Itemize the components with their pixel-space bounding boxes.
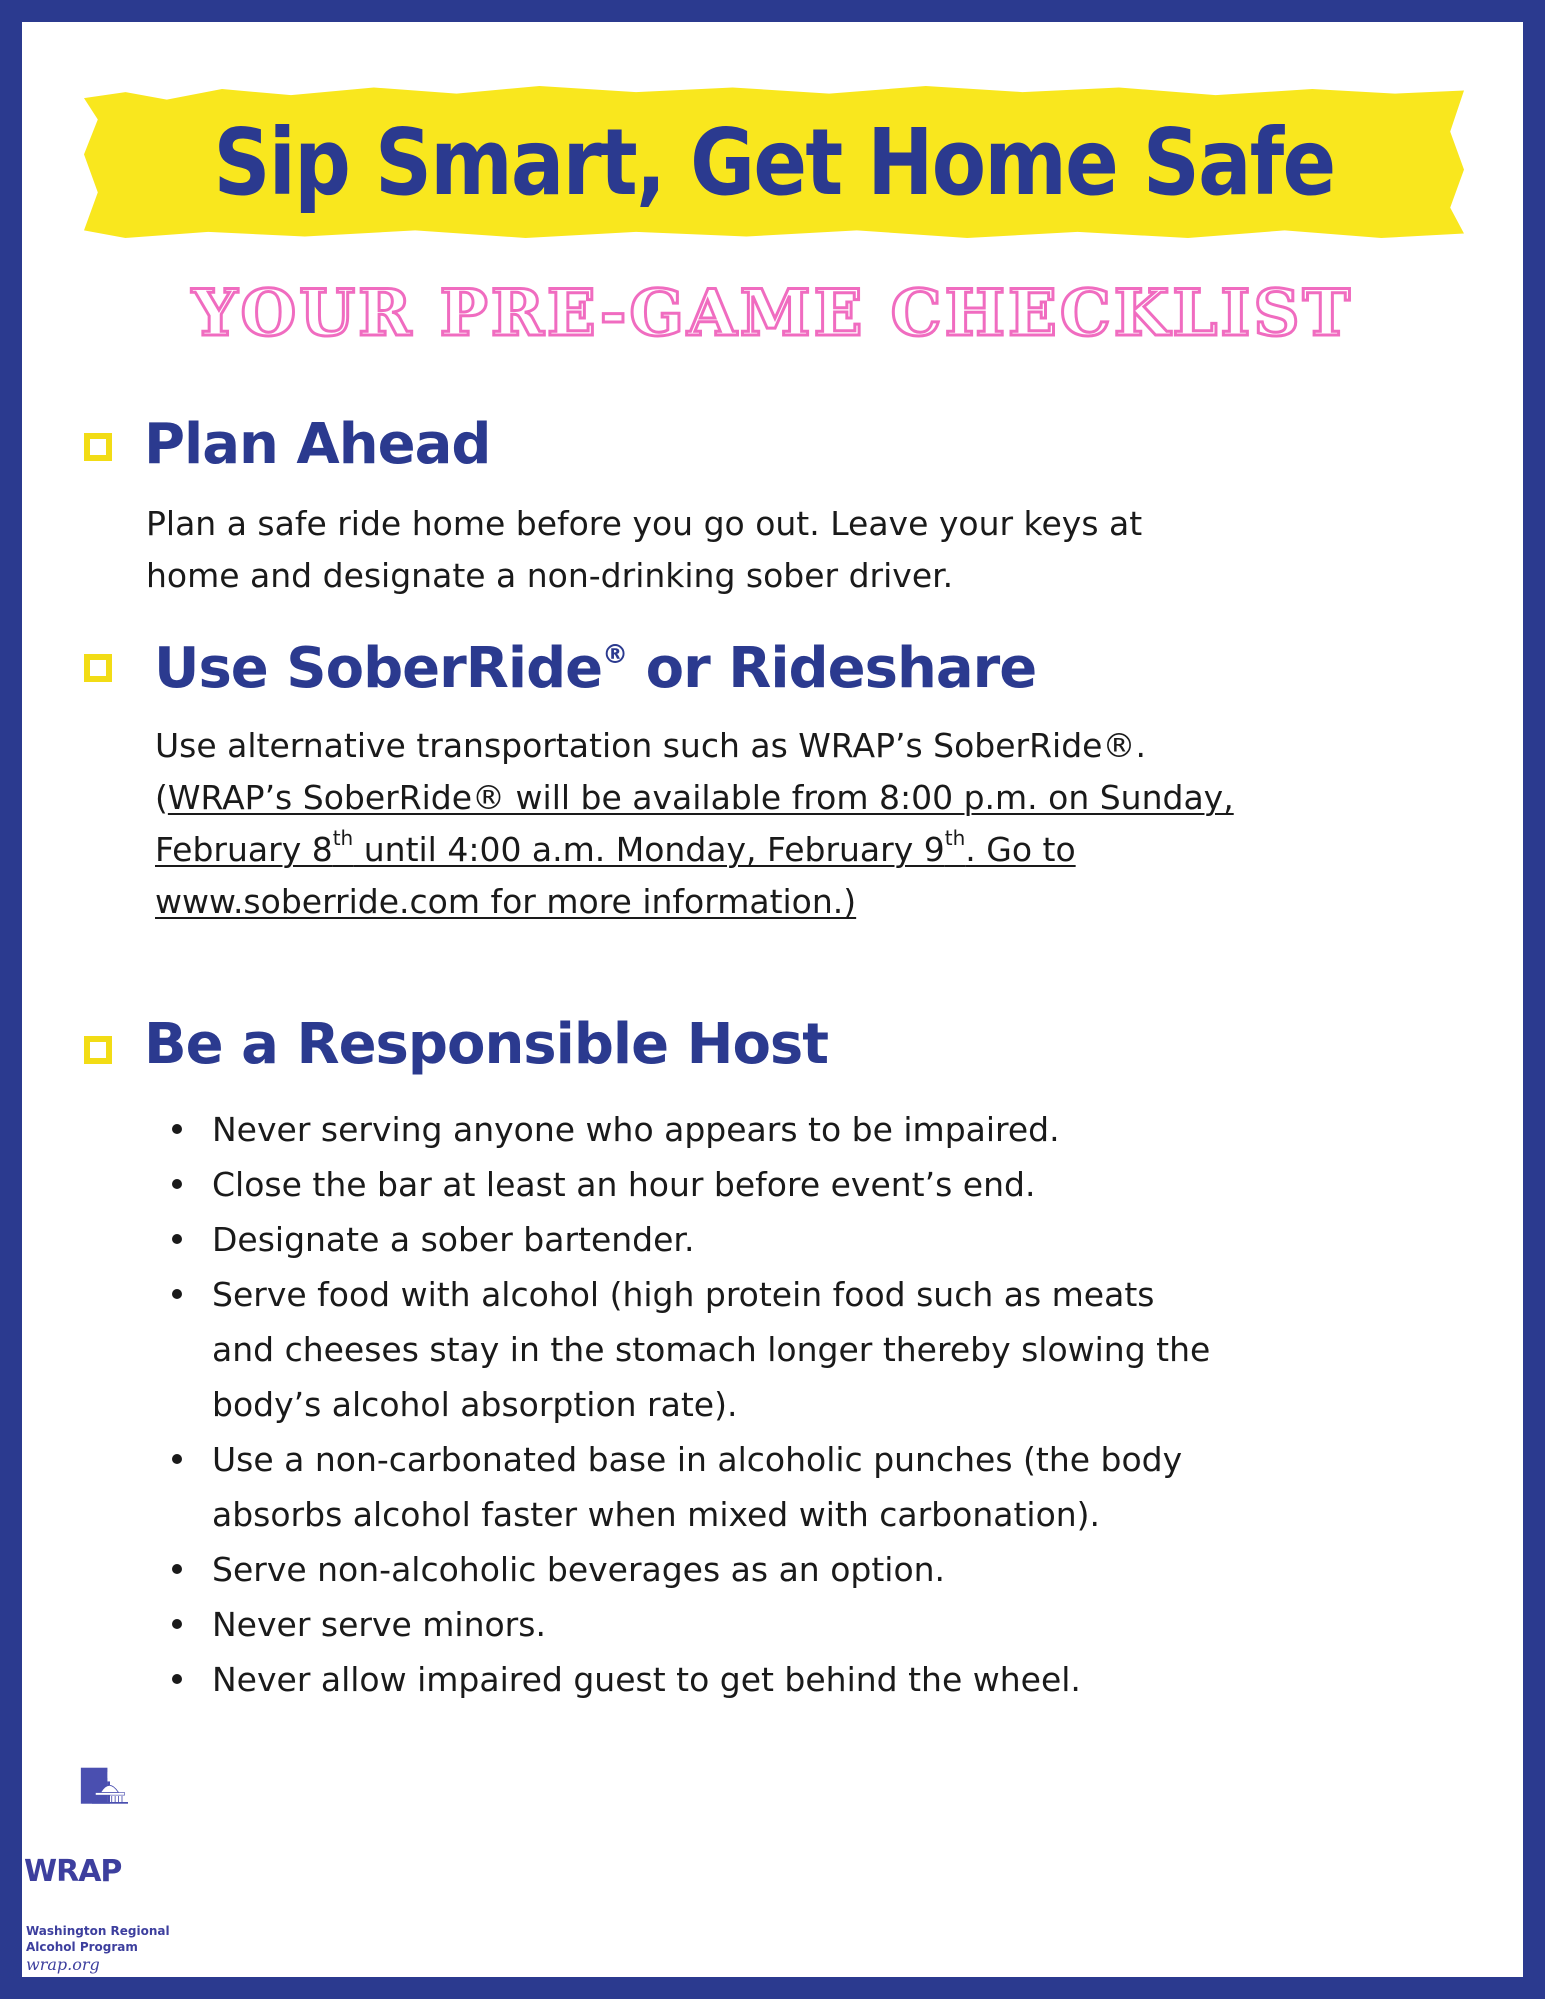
go-to-text: . Go to [965, 830, 1076, 869]
plan-ahead-line-2: home and designate a non-drinking sober driver. [146, 556, 954, 595]
logo-wordmark: WRAP [24, 1854, 122, 1889]
section-heading-plan-ahead: Plan Ahead [144, 412, 491, 477]
list-item-text: absorbs alcohol faster when mixed with carbonation). [212, 1495, 1101, 1534]
logo-name-line-2: Alcohol Program [26, 1940, 138, 1954]
checkbox-icon [84, 654, 112, 682]
page-title: Sip Smart, Get Home Safe [213, 108, 1335, 216]
soberride-line-2 [155, 772, 1234, 824]
plan-ahead-text [146, 498, 1142, 602]
list-item [168, 1432, 1448, 1542]
list-item-text: Never allow impaired guest to get behind the wheel. [212, 1660, 1081, 1699]
checkbox-icon [84, 1036, 112, 1064]
open-paren: ( [155, 778, 168, 817]
list-item [168, 1212, 1448, 1267]
host-tips-list [168, 1102, 1448, 1707]
list-item-text: Serve food with alcohol (high protein food such as meats [212, 1275, 1155, 1314]
list-item [168, 1652, 1448, 1707]
registered-mark: ® [602, 640, 628, 670]
list-item-text: Never serving anyone who appears to be impaired. [212, 1110, 1060, 1149]
list-item-text: Close the bar at least an hour before event’s end. [212, 1165, 1036, 1204]
logo-name-line-1: Washington Regional [26, 1924, 170, 1938]
date-start: February 8 [155, 830, 333, 869]
list-item [168, 1597, 1448, 1652]
checkbox-icon [84, 433, 112, 461]
soberride-line-3[interactable] [155, 824, 1234, 876]
list-item-text: Designate a sober bartender. [212, 1220, 695, 1259]
section-heading-soberride [154, 636, 1036, 701]
list-item [168, 1267, 1448, 1432]
list-item-text: Serve non-alcoholic beverages as an option. [212, 1550, 946, 1589]
section-heading-host: Be a Responsible Host [144, 1012, 829, 1077]
list-item-text: and cheeses stay in the stomach longer thereby slowing the [212, 1330, 1211, 1369]
soberride-heading-rest: or Rideshare [627, 636, 1037, 701]
soberride-availability-link[interactable]: WRAP’s SoberRide® will be available from 8:00 p.m. on Sunday, [167, 778, 1234, 817]
logo-url[interactable]: wrap.org [26, 1955, 100, 1974]
list-item-text: Never serve minors. [212, 1605, 546, 1644]
plan-ahead-line-1: Plan a safe ride home before you go out. Leave your keys at [146, 504, 1143, 543]
list-item-text: body’s alcohol absorption rate). [212, 1385, 738, 1424]
list-item-text: Use a non-carbonated base in alcoholic punches (the body [212, 1440, 1183, 1479]
list-item [168, 1157, 1448, 1212]
soberride-heading-main: Use SoberRide [154, 636, 603, 701]
capitol-dome-icon [22, 1766, 222, 1856]
soberride-line-1: Use alternative transportation such as WRAP’s SoberRide®. [155, 726, 1146, 765]
soberride-text [155, 720, 1234, 928]
date-end: until 4:00 a.m. Monday, February 9 [353, 830, 945, 869]
ordinal-suffix: th [944, 826, 966, 850]
page-subtitle: YOUR PRE-GAME CHECKLIST [191, 276, 1354, 351]
list-item [168, 1542, 1448, 1597]
ordinal-suffix: th [332, 826, 354, 850]
list-item [168, 1102, 1448, 1157]
soberride-url-link[interactable]: www.soberride.com for more information.) [155, 882, 857, 921]
